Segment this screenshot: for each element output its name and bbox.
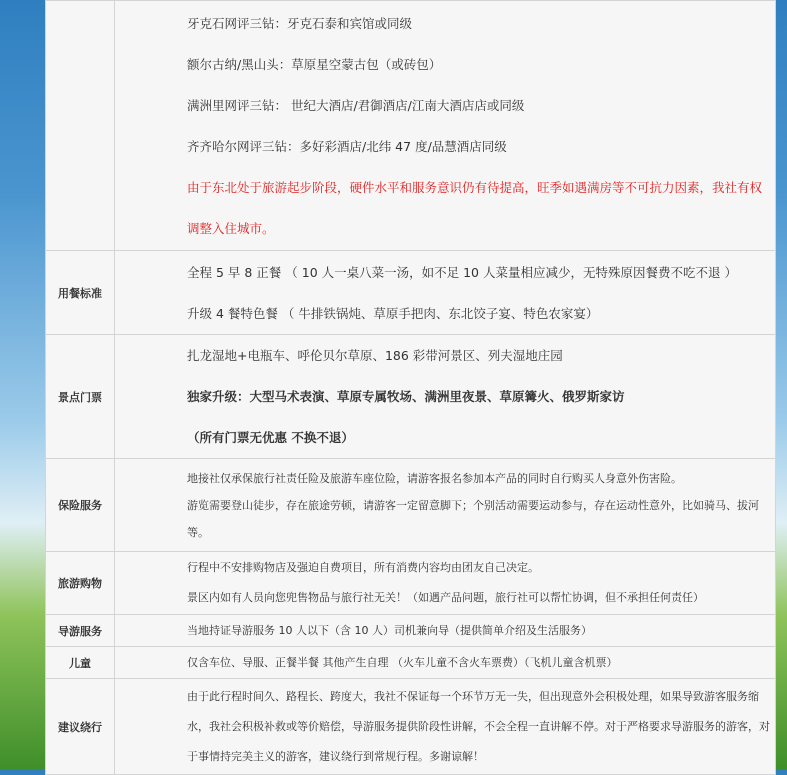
accommodation-content <box>115 1 776 251</box>
advice-label: 建议绕行 <box>46 679 115 775</box>
insurance-label: 保险服务 <box>46 459 115 552</box>
tickets-row <box>46 335 776 459</box>
guide-content <box>115 615 776 647</box>
accommodation-label-cell <box>46 1 115 251</box>
advice-row <box>46 679 776 775</box>
children-row <box>46 647 776 679</box>
shopping-label: 旅游购物 <box>46 552 115 615</box>
meal-line: 全程 5 早 8 正餐 （ 10 人一桌八菜一汤，如不足 10 人菜量相应减少，无特殊原因餐费不吃不退 ） <box>187 264 737 280</box>
ticket-line: 扎龙湿地+电瓶车、呼伦贝尔草原、186 彩带河景区、列夫湿地庄园 <box>187 348 563 363</box>
hotel-line: 额尔古纳/黑山头：草原星空蒙古包（或砖包） <box>187 56 442 72</box>
itinerary-sheet <box>45 0 776 769</box>
ticket-note-line: （所有门票无优惠 不换不退） <box>187 430 354 445</box>
meal-line: 升级 4 餐特色餐 （ 牛排铁锅炖、草原手把肉、东北饺子宴、特色农家宴） <box>187 305 599 321</box>
shopping-row <box>46 552 776 615</box>
shopping-content <box>115 552 776 615</box>
accommodation-note: 由于东北处于旅游起步阶段，硬件水平和服务意识仍有待提高，旺季如遇满房等不可抗力因素，我社有权调整入住城市。 <box>187 179 763 236</box>
insurance-line: 地接社仅承保旅行社责任险及旅游车座位险，请游客报名参加本产品的同时自行购买人身意外伤害险。 <box>187 471 682 485</box>
children-line: 仅含车位、导服、正餐半餐 其他产生自理 （火车儿童不含火车票费）（飞机儿童含机票） <box>187 655 618 669</box>
shopping-line: 行程中不安排购物店及强迫自费项目，所有消费内容均由团友自己决定。 <box>187 561 539 574</box>
service-info-table <box>45 0 776 775</box>
accommodation-row <box>46 1 776 251</box>
tickets-content <box>115 335 776 459</box>
shopping-line: 景区内如有人员向您兜售物品与旅行社无关！（如遇产品问题，旅行社可以帮忙协调，但不承担任何责任） <box>187 591 704 604</box>
ticket-upgrade-line: 独家升级：大型马术表演、草原专属牧场、满洲里夜景、草原篝火、俄罗斯家访 <box>187 389 625 404</box>
hotel-line: 满洲里网评三钻： 世纪大酒店/君御酒店/江南大酒店店或同级 <box>187 97 525 113</box>
children-content <box>115 647 776 679</box>
guide-line: 当地持证导游服务 10 人以下（含 10 人）司机兼向导（提供简单介绍及生活服务） <box>187 623 592 637</box>
meals-row <box>46 251 776 335</box>
hotel-line: 齐齐哈尔网评三钻：多好彩酒店/北纬 47 度/品慧酒店同级 <box>187 138 507 154</box>
insurance-content <box>115 459 776 552</box>
meals-label: 用餐标准 <box>46 251 115 335</box>
guide-row <box>46 615 776 647</box>
children-label: 儿童 <box>46 647 115 679</box>
meals-content <box>115 251 776 335</box>
tickets-label: 景点门票 <box>46 335 115 459</box>
insurance-line: 游览需要登山徒步，存在旅途劳顿，请游客一定留意脚下；个别活动需要运动参与，存在运动性意外，比如骑马、拔河等。 <box>187 498 759 539</box>
insurance-row <box>46 459 776 552</box>
hotel-line: 牙克石网评三钻：牙克石泰和宾馆或同级 <box>187 15 413 31</box>
advice-content <box>115 679 776 775</box>
guide-label: 导游服务 <box>46 615 115 647</box>
advice-line: 由于此行程时间久、路程长、跨度大，我社不保证每一个环节万无一失，但出现意外会积极处理，如果导致游客服务缩水，我社会积极补救或等价赔偿，导游服务提供阶段性讲解，不会全程一直讲解不停。对于严格要求导游服务的游客，对于事情持完美主义的游客，建议绕行到常规行程。多谢谅解！ <box>187 689 770 763</box>
